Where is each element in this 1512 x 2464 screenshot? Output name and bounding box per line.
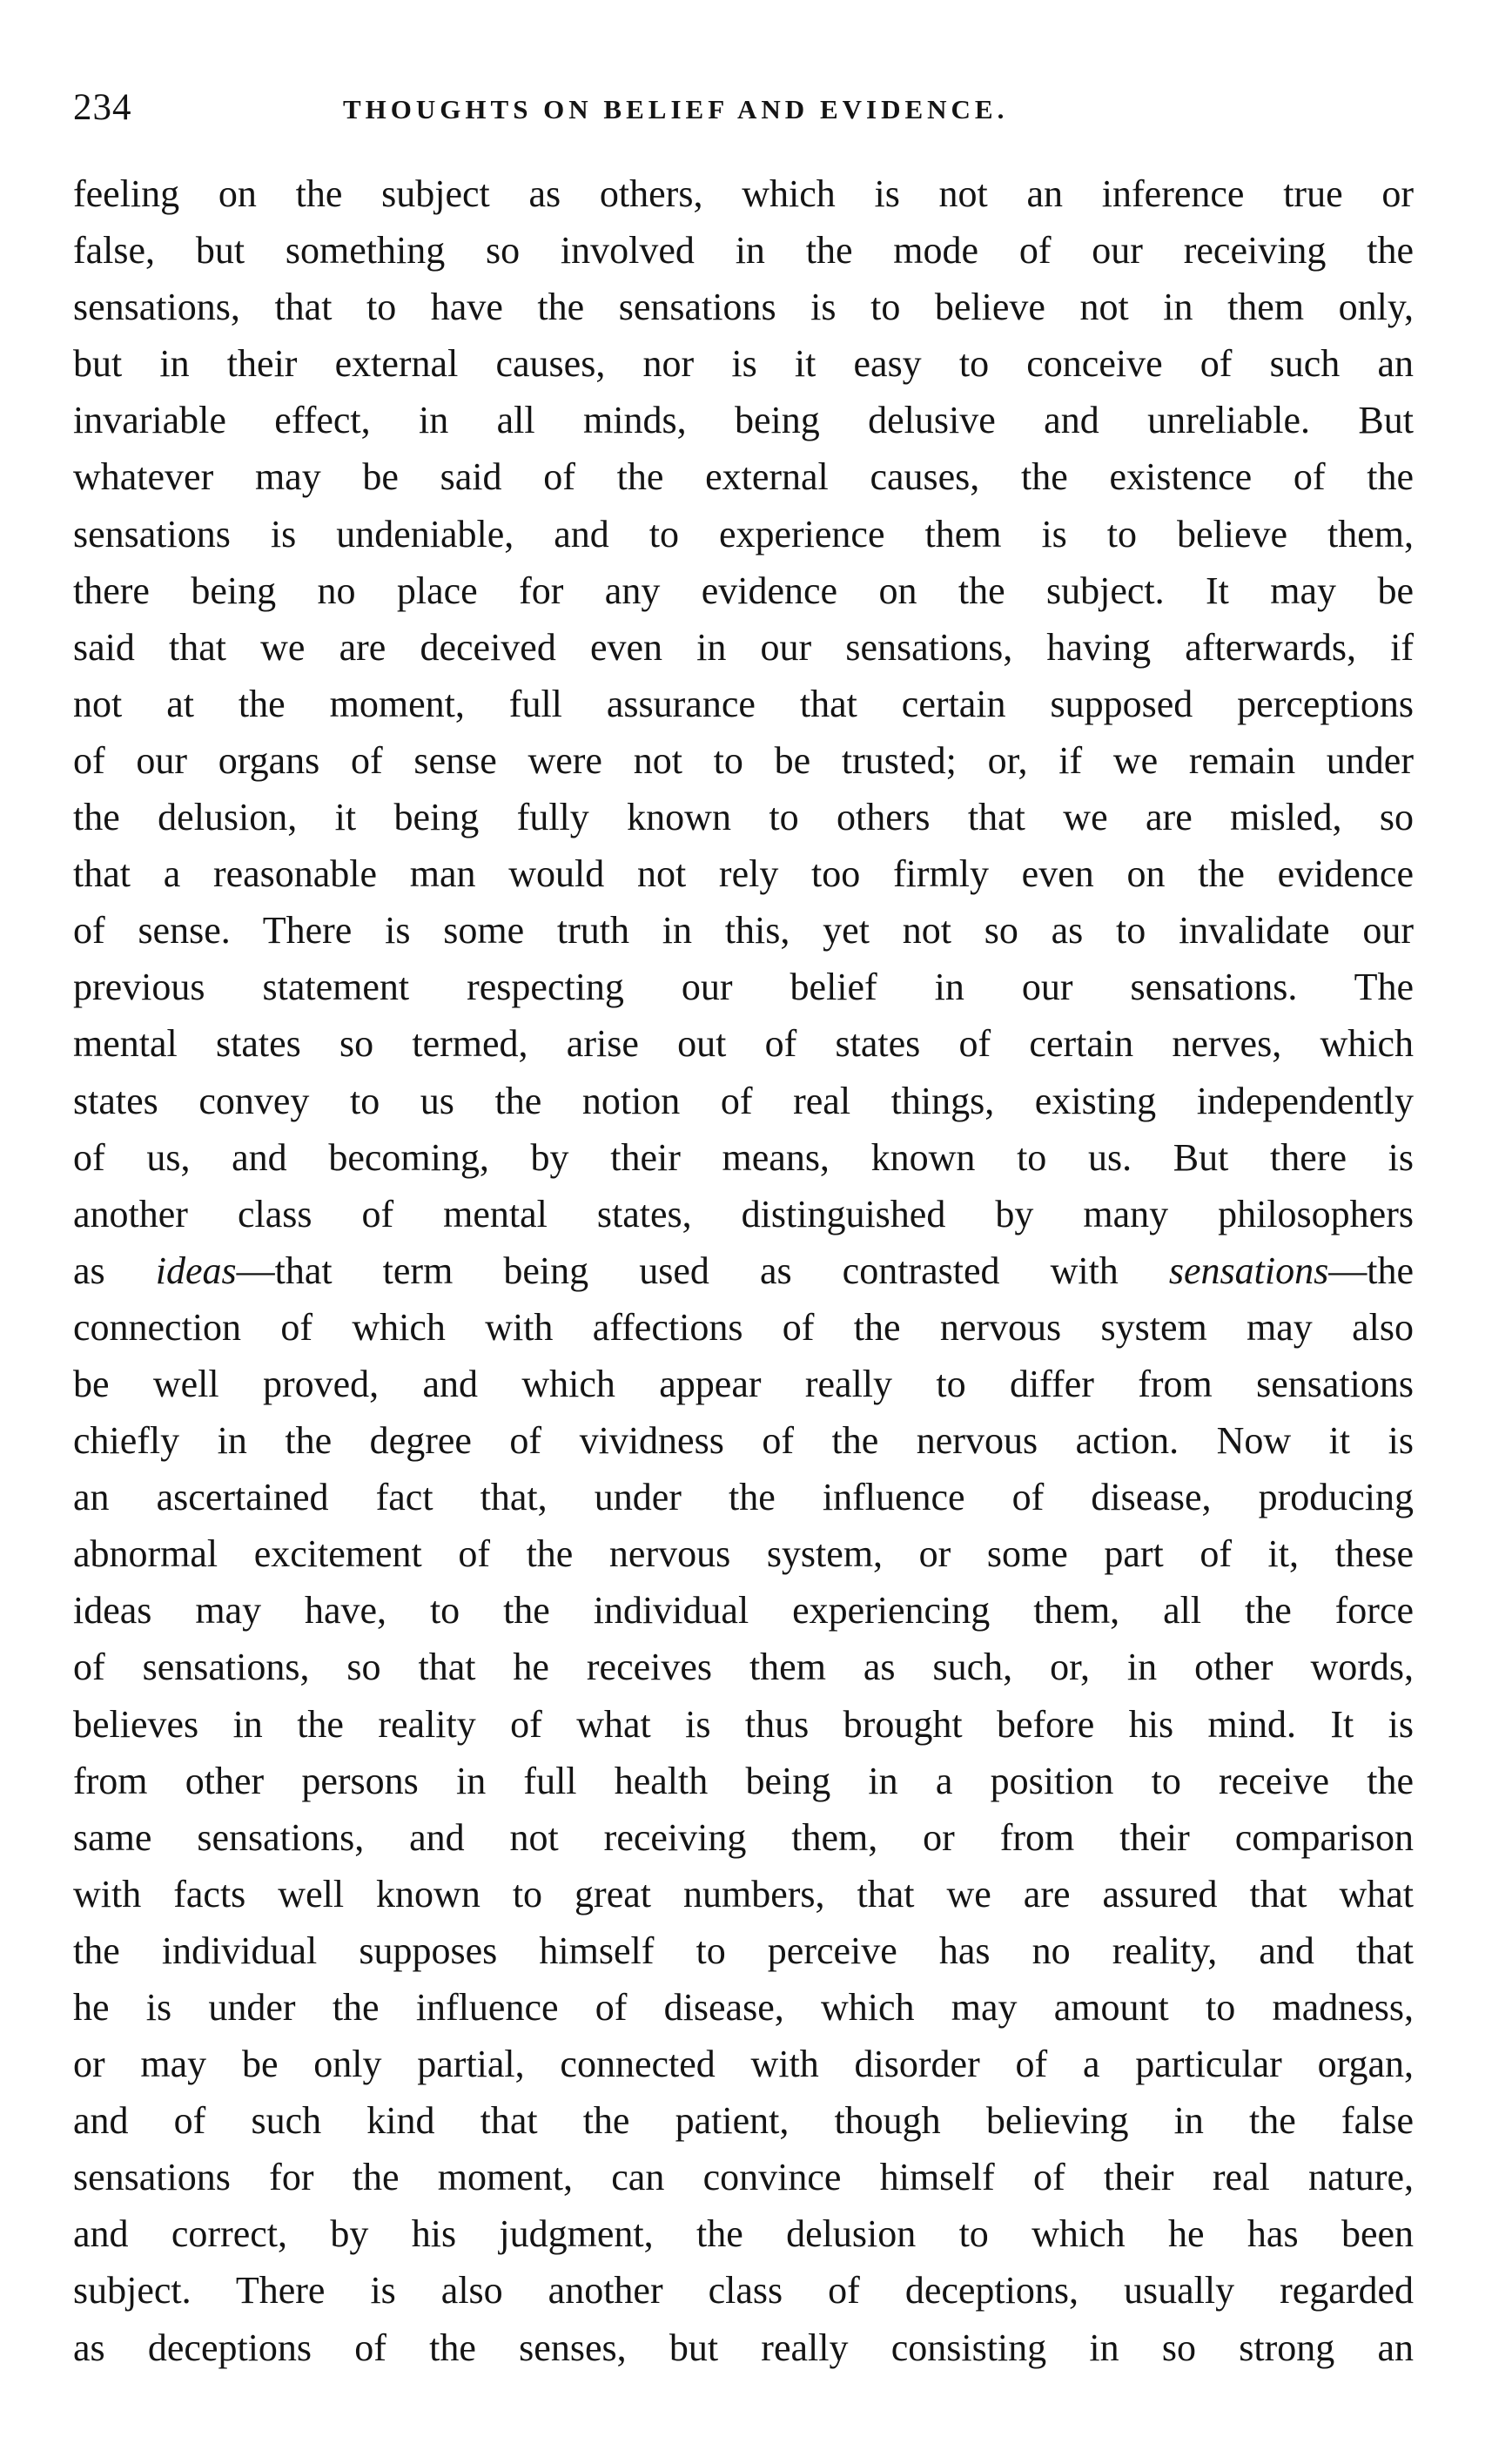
- text-line: of us, and becoming, by their means, known to us. But there is: [73, 1135, 1414, 1179]
- text-line: with facts well known to great numbers, that we are assured that what: [73, 1872, 1414, 1915]
- text-line: ideas may have, to the individual experiencing them, all the force: [73, 1589, 1414, 1633]
- text-line: and correct, by his judgment, the delusion to which he has been: [73, 2212, 1414, 2256]
- text-line: as deceptions of the senses, but really consisting in so strong an: [73, 2326, 1414, 2369]
- text-line: and of such kind that the patient, though believing in the false: [73, 2099, 1414, 2143]
- text-line: states convey to us the notion of real things, existing independently: [73, 1079, 1414, 1122]
- text-line: another class of mental states, distinguished by many philosophers: [73, 1192, 1414, 1235]
- text-segment: —that term being used as contrasted with: [236, 1249, 1169, 1292]
- page-number: 234: [73, 87, 132, 128]
- text-line-with-italics: [73, 1242, 1414, 1299]
- body-text: [73, 165, 1414, 2376]
- text-line: be well proved, and which appear really to differ from sensations: [73, 1362, 1414, 1405]
- text-line: from other persons in full health being in a position to receive the: [73, 1759, 1414, 1802]
- text-line: of sense. There is some truth in this, yet not so as to invalidate our: [73, 909, 1414, 953]
- text-line: but in their external causes, nor is it easy to conceive of such an: [73, 342, 1414, 386]
- text-line: sensations for the moment, can convince himself of their real nature,: [73, 2156, 1414, 2199]
- text-line: previous statement respecting our belief in our sensations. The: [73, 966, 1414, 1009]
- text-line: there being no place for any evidence on the subject. It may be: [73, 569, 1414, 612]
- text-line: connection of which with affections of the nervous system may also: [73, 1305, 1414, 1349]
- text-line: subject. There is also another class of deceptions, usually regarded: [73, 2269, 1414, 2313]
- running-title: THOUGHTS ON BELIEF AND EVIDENCE.: [343, 94, 1009, 125]
- text-line: believes in the reality of what is thus brought before his mind. It is: [73, 1702, 1414, 1746]
- text-line: sensations, that to have the sensations is to believe not in them only,: [73, 286, 1414, 329]
- text-line: false, but something so involved in the mode of our receiving the: [73, 229, 1414, 273]
- text-line: sensations is undeniable, and to experience them is to believe them,: [73, 512, 1414, 555]
- text-line: an ascertained fact that, under the influence of disease, producing: [73, 1476, 1414, 1519]
- text-line: he is under the influence of disease, which may amount to madness,: [73, 1986, 1414, 2029]
- text-line: the delusion, it being fully known to others that we are misled, so: [73, 796, 1414, 839]
- text-line: same sensations, and not receiving them, or from their comparison: [73, 1815, 1414, 1859]
- running-head: [73, 80, 1418, 136]
- text-line: invariable effect, in all minds, being delusive and unreliable. But: [73, 399, 1414, 442]
- text-line: said that we are deceived even in our sensations, having afterwards, if: [73, 625, 1414, 669]
- text-line: not at the moment, full assurance that certain supposed perceptions: [73, 682, 1414, 725]
- text-segment: as: [73, 1249, 156, 1292]
- text-line: mental states so termed, arise out of states of certain nerves, which: [73, 1022, 1414, 1066]
- text-line: abnormal excitement of the nervous system, or some part of it, these: [73, 1532, 1414, 1576]
- italic-term-sensations: sensations: [1168, 1249, 1329, 1292]
- italic-term-ideas: ideas: [155, 1249, 237, 1292]
- text-segment: —the: [1328, 1249, 1414, 1292]
- text-line: of sensations, so that he receives them as such, or, in other words,: [73, 1646, 1414, 1689]
- text-line: or may be only partial, connected with disorder of a particular organ,: [73, 2043, 1414, 2086]
- text-line: chiefly in the degree of vividness of the nervous action. Now it is: [73, 1419, 1414, 1463]
- text-line: that a reasonable man would not rely too firmly even on the evidence: [73, 852, 1414, 896]
- text-line: the individual supposes himself to perceive has no reality, and that: [73, 1929, 1414, 1972]
- text-line: of our organs of sense were not to be trusted; or, if we remain under: [73, 738, 1414, 782]
- text-line: whatever may be said of the external causes, the existence of the: [73, 455, 1414, 499]
- text-line: feeling on the subject as others, which is not an inference true or: [73, 172, 1414, 215]
